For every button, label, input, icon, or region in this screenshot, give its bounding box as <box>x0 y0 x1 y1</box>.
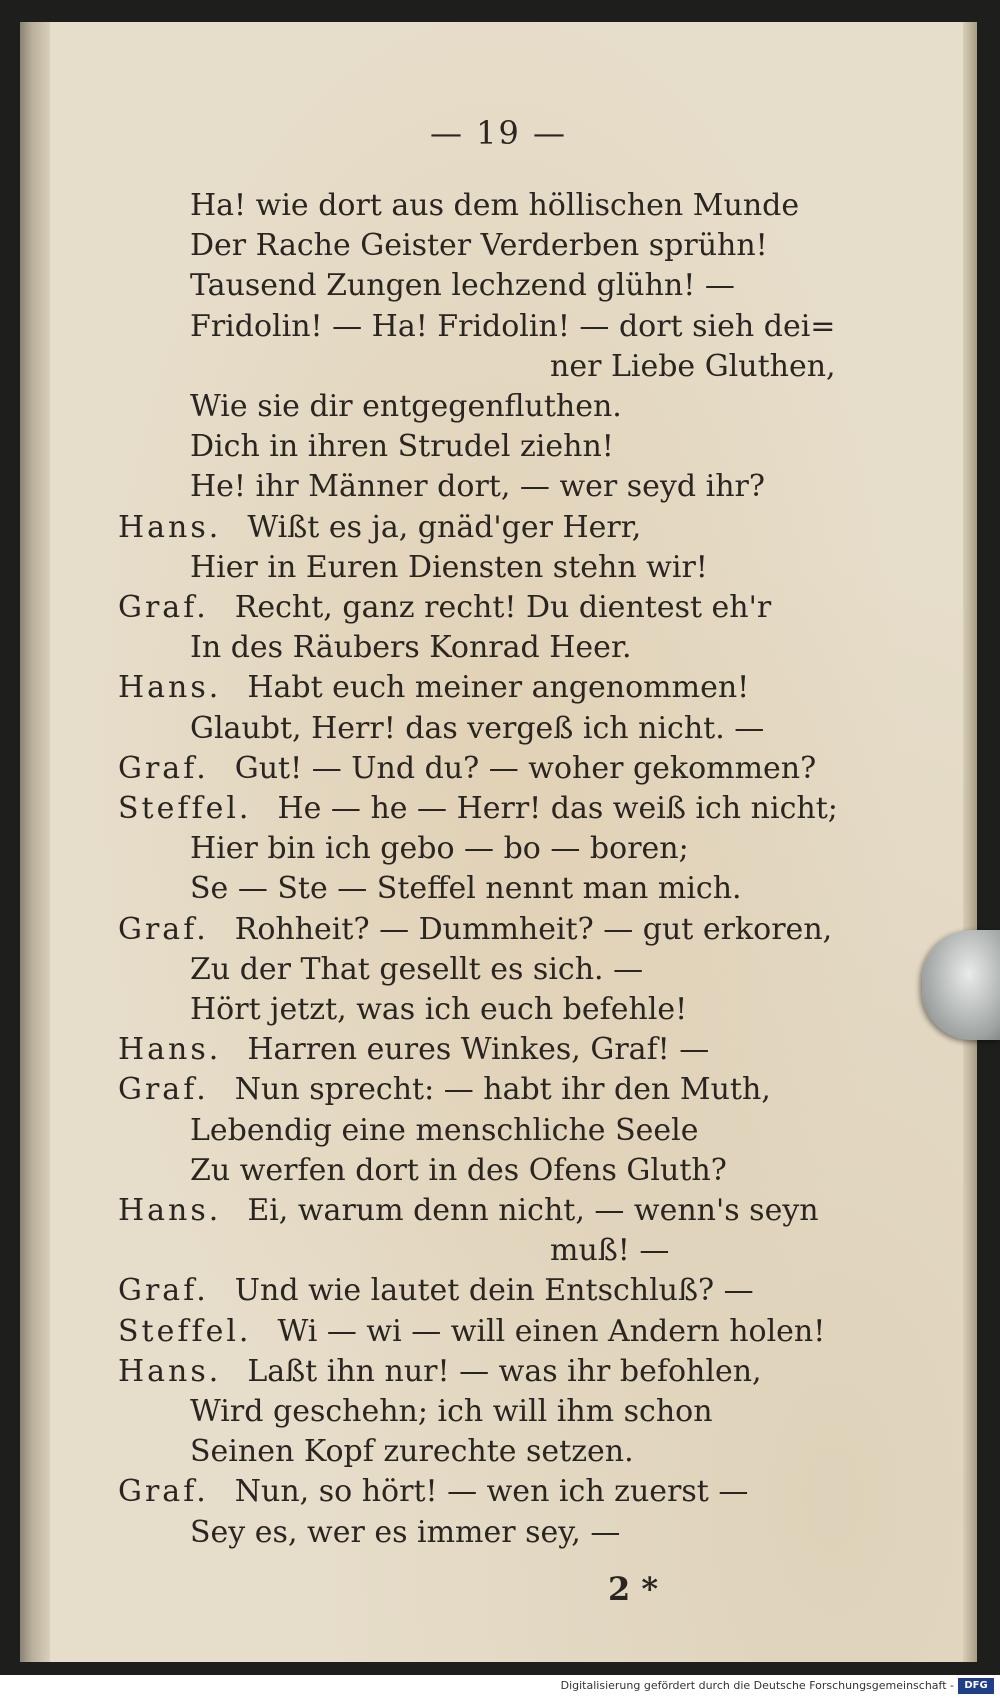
speaker-name: Hans. <box>118 1032 222 1068</box>
footer-credit: Digitalisierung gefördert durch die Deutsche Forschungsgemeinschaft - <box>560 1679 954 1692</box>
verse-line <box>118 1271 754 1311</box>
verse-line <box>118 1191 819 1231</box>
verse-line <box>190 709 764 749</box>
verse-line <box>118 668 749 708</box>
speaker-name: Hans. <box>118 1193 222 1228</box>
verse-text-line: Und wie lautet dein Entschluß? — <box>234 1273 754 1309</box>
verse-text-line: Ha! wie dort aus dem höllischen Munde <box>190 188 800 223</box>
verse-text-line: Tausend Zungen lechzend glühn! — <box>190 268 735 304</box>
verse-line <box>118 508 641 548</box>
verse-text-line: He — he — Herr! das weiß ich nicht; <box>277 791 838 826</box>
verse-text-line: Nun, so hört! — wen ich zuerst — <box>234 1474 749 1510</box>
verse-line <box>550 347 836 387</box>
speaker-name: Hans. <box>118 509 222 545</box>
verse-text-line: Lebendig eine menschliche Seele <box>190 1112 699 1148</box>
verse-text-line: Wie sie dir entgegenfluthen. <box>190 389 622 424</box>
verse-line <box>118 789 838 829</box>
verse-line <box>190 1513 620 1553</box>
verse-text-line: Wi — wi — will einen Andern holen! <box>277 1313 826 1349</box>
verse-text-line: Hier bin ich gebo — bo — boren; <box>190 831 689 867</box>
verse-text-line: Se — Ste — Steffel nennt man mich. <box>190 871 742 907</box>
verse-text-line: Hier in Euren Diensten stehn wir! <box>190 549 708 585</box>
speaker-name: Graf. <box>118 1072 209 1108</box>
verse-text-line: Der Rache Geister Verderben sprühn! <box>190 228 768 264</box>
verse-line <box>118 1352 762 1392</box>
verse-line <box>190 869 742 909</box>
verse-text-line: In des Räubers Konrad Heer. <box>190 630 632 666</box>
verse-text-line: Gut! — Und du? — woher gekommen? <box>234 750 817 786</box>
speaker-name: Steffel. <box>118 791 252 826</box>
verse-text-line: Zu werfen dort in des Ofens Gluth? <box>190 1152 727 1188</box>
verse-line <box>118 1472 748 1512</box>
digitization-footer <box>0 1675 1000 1699</box>
book-page <box>20 22 977 1662</box>
verse-text-line: Sey es, wer es immer sey, — <box>190 1514 621 1550</box>
verse-text-line: Dich in ihren Strudel ziehn! <box>190 429 614 465</box>
verse-line <box>190 307 835 347</box>
page-number: — 19 — <box>429 114 568 152</box>
verse-text-line: Hört jetzt, was ich euch befehle! <box>190 992 688 1027</box>
verse-line <box>118 1070 771 1110</box>
verse-text-line: muß! — <box>550 1233 670 1269</box>
verse-text-line: Wird geschehn; ich will ihm schon <box>190 1394 713 1429</box>
verse-line <box>190 1111 699 1151</box>
speaker-name: Hans. <box>118 1353 222 1389</box>
verse-text-line: Seinen Kopf zurechte setzen. <box>190 1434 634 1470</box>
verse-line <box>118 910 832 950</box>
speaker-name: Hans. <box>118 670 222 706</box>
verse-text-line: ner Liebe Gluthen, <box>550 348 836 384</box>
verse-text-line: Rohheit? — Dummheit? — gut erkoren, <box>234 911 833 947</box>
verse-text-line: Harren eures Winkes, Graf! — <box>247 1032 710 1068</box>
verse-line <box>190 226 768 266</box>
verse-text-line: Laßt ihn nur! — was ihr befohlen, <box>247 1353 762 1389</box>
verse-text-line: He! ihr Männer dort, — wer seyd ihr? <box>190 469 765 505</box>
speaker-name: Graf. <box>118 750 209 786</box>
verse-line <box>190 950 643 990</box>
verse-text-line: Ei, warum denn nicht, — wenn's seyn <box>247 1193 819 1228</box>
verse-text-line: Zu der That gesellt es sich. — <box>190 951 644 987</box>
verse-line <box>190 467 765 507</box>
speaker-name: Graf. <box>118 1273 209 1309</box>
verse-line <box>118 588 771 628</box>
verse-line <box>190 387 622 427</box>
verse-line <box>190 548 708 588</box>
speaker-name: Steffel. <box>118 1313 252 1349</box>
verse-line <box>118 749 816 789</box>
verse-line <box>190 266 735 306</box>
verse-line <box>190 628 632 668</box>
speaker-name: Graf. <box>118 1474 209 1510</box>
verse-line <box>118 1030 709 1070</box>
verse-line <box>550 1231 669 1271</box>
verse-line <box>190 1392 713 1432</box>
verse-text-line: Habt euch meiner angenommen! <box>247 670 750 706</box>
verse-line <box>118 1312 825 1352</box>
verse-text-line: Nun sprecht: — habt ihr den Muth, <box>234 1072 771 1108</box>
verse-line <box>190 427 614 467</box>
verse-text-line: Recht, ganz recht! Du dientest eh'r <box>234 590 772 625</box>
dfg-logo: DFG <box>958 1678 994 1694</box>
speaker-name: Graf. <box>118 911 209 947</box>
speaker-name: Graf. <box>118 590 209 625</box>
catchword: 2 * <box>608 1570 659 1608</box>
verse-text-line: Glaubt, Herr! das vergeß ich nicht. — <box>190 710 765 746</box>
verse-text <box>20 22 977 1662</box>
verse-text-line: Wißt es ja, gnäd'ger Herr, <box>247 509 642 545</box>
verse-line <box>190 1151 727 1191</box>
verse-text-line: Fridolin! — Ha! Fridolin! — dort sieh dei= <box>190 308 836 344</box>
verse-line <box>190 186 799 226</box>
verse-line <box>190 829 689 869</box>
verse-line <box>190 990 687 1030</box>
verse-line <box>190 1432 634 1472</box>
